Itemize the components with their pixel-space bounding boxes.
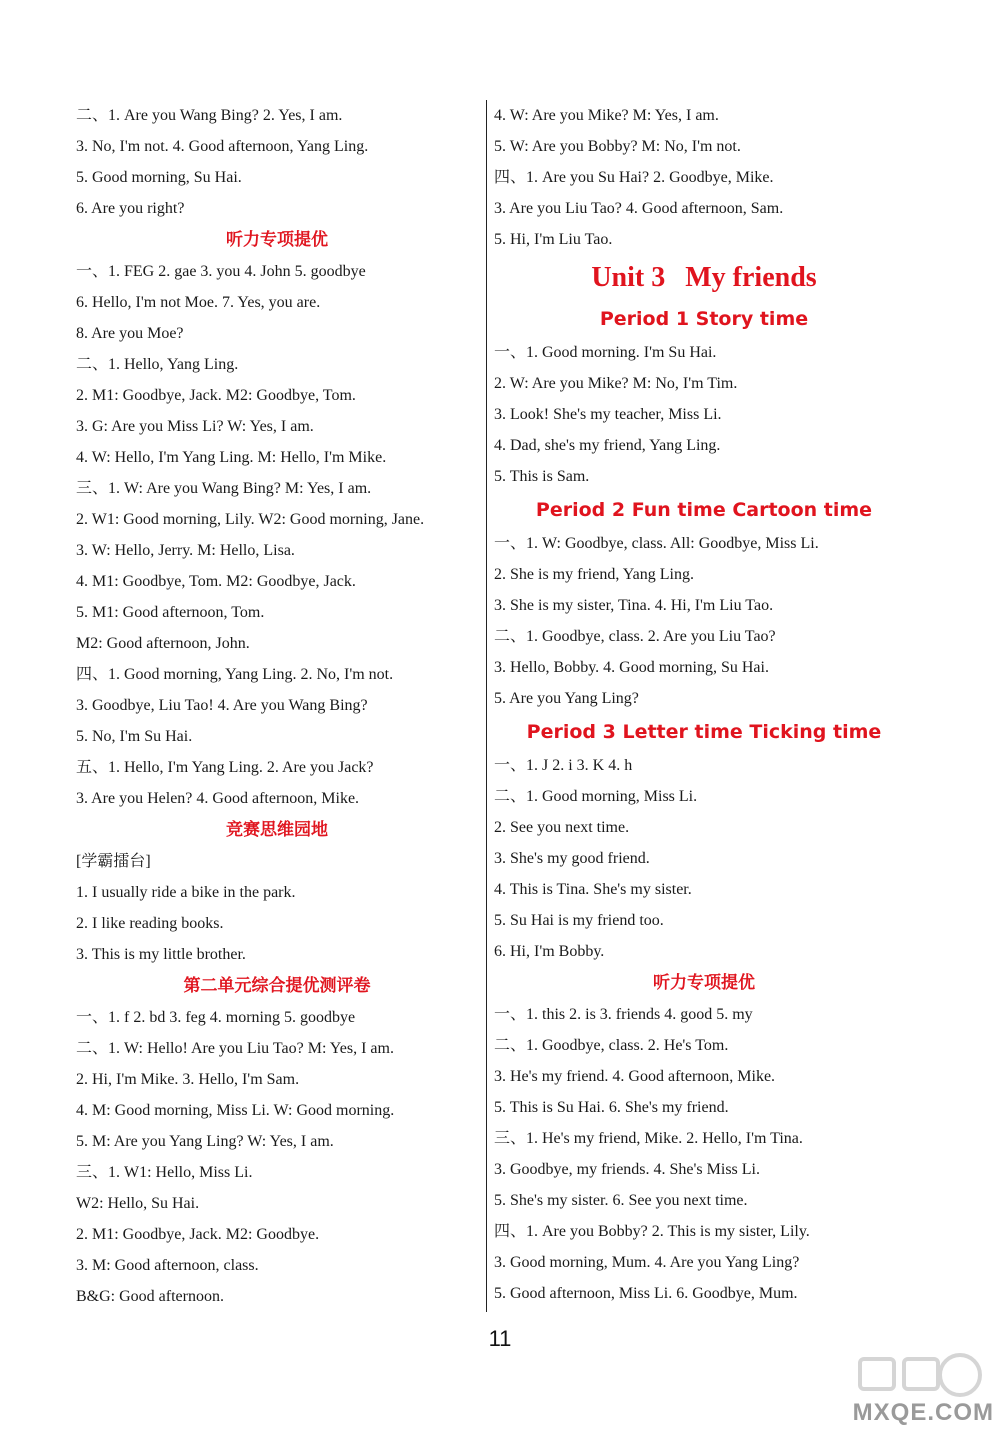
answer-line: 6. Hello, I'm not Moe. 7. Yes, you are. — [76, 294, 321, 311]
column-divider — [486, 100, 487, 1312]
period-heading: Period 3 Letter time Ticking time — [526, 721, 882, 743]
answer-line: 2. I like reading books. — [76, 915, 224, 932]
answer-line: 四、1. Good morning, Yang Ling. 2. No, I'm not. — [76, 666, 394, 683]
answer-line: 3. She's my good friend. — [494, 850, 650, 867]
answer-line: 二、1. Goodbye, class. 2. Are you Liu Tao? — [494, 628, 776, 645]
answer-line: 6. Are you right? — [76, 200, 185, 217]
answer-line: 3. He's my friend. 4. Good afternoon, Mike. — [494, 1068, 776, 1085]
answer-line: 2. W1: Good morning, Lily. W2: Good morning, Jane. — [76, 511, 425, 528]
answer-line: 5. No, I'm Su Hai. — [76, 728, 193, 745]
answer-line: B&G: Good afternoon. — [76, 1288, 224, 1305]
answer-line: 4. Dad, she's my friend, Yang Ling. — [494, 437, 721, 454]
answer-line: 三、1. W1: Hello, Miss Li. — [76, 1164, 253, 1181]
answer-line: 3. This is my little brother. — [76, 946, 246, 963]
answer-line: 四、1. Are you Bobby? 2. This is my sister, Lily. — [494, 1223, 810, 1240]
answer-line: 8. Are you Moe? — [76, 325, 184, 342]
section-heading: 听力专项提优 — [653, 973, 755, 993]
answer-line: 2. She is my friend, Yang Ling. — [494, 566, 694, 583]
answer-line: 5. This is Sam. — [494, 468, 590, 485]
unit-title: My friends — [685, 262, 817, 293]
unit-heading — [494, 255, 914, 301]
answer-line: 5. Good afternoon, Miss Li. 6. Goodbye, Mum. — [494, 1285, 798, 1302]
answer-line: 5. M: Are you Yang Ling? W: Yes, I am. — [76, 1133, 334, 1150]
answer-line: 3. W: Hello, Jerry. M: Hello, Lisa. — [76, 542, 295, 559]
answer-line: 5. Hi, I'm Liu Tao. — [494, 231, 613, 248]
answer-line: 三、1. W: Are you Wang Bing? M: Yes, I am. — [76, 480, 372, 497]
section-heading: 第二单元综合提优测评卷 — [183, 976, 371, 996]
answer-line: 五、1. Hello, I'm Yang Ling. 2. Are you Jack? — [76, 759, 374, 776]
answer-line: 3. Are you Helen? 4. Good afternoon, Mike. — [76, 790, 360, 807]
answer-line: 5. Good morning, Su Hai. — [76, 169, 242, 186]
period-heading: Period 2 Fun time Cartoon time — [535, 499, 873, 521]
answer-line: 4. M: Good morning, Miss Li. W: Good morning. — [76, 1102, 395, 1119]
right-column — [494, 100, 914, 1309]
answer-line: 5. M1: Good afternoon, Tom. — [76, 604, 265, 621]
answer-line: 2. W: Are you Mike? M: No, I'm Tim. — [494, 375, 738, 392]
answer-line: 4. W: Hello, I'm Yang Ling. M: Hello, I'm Mike. — [76, 449, 387, 466]
answer-line: 3. Look! She's my teacher, Miss Li. — [494, 406, 722, 423]
unit-number: Unit 3 — [591, 262, 666, 293]
answer-line: 5. Su Hai is my friend too. — [494, 912, 664, 929]
answer-line: 3. No, I'm not. 4. Good afternoon, Yang Ling. — [76, 138, 369, 155]
answer-line: 一、1. this 2. is 3. friends 4. good 5. my — [494, 1006, 753, 1023]
answer-line: 3. Are you Liu Tao? 4. Good afternoon, Sam. — [494, 200, 784, 217]
answer-line: 2. Hi, I'm Mike. 3. Hello, I'm Sam. — [76, 1071, 300, 1088]
answer-line: 一、1. f 2. bd 3. feg 4. morning 5. goodbye — [76, 1009, 356, 1026]
period-heading: Period 1 Story time — [599, 308, 809, 330]
section-heading: 听力专项提优 — [226, 230, 328, 250]
section-heading: 竞赛思维园地 — [226, 820, 328, 840]
answer-line: M2: Good afternoon, John. — [76, 635, 250, 652]
answer-line: 3. She is my sister, Tina. 4. Hi, I'm Liu Tao. — [494, 597, 774, 614]
answer-line: 5. Are you Yang Ling? — [494, 690, 639, 707]
answer-line: 5. This is Su Hai. 6. She's my friend. — [494, 1099, 729, 1116]
watermark-text: MXQE.COM — [852, 1399, 994, 1426]
answer-line: 4. M1: Goodbye, Tom. M2: Goodbye, Jack. — [76, 573, 356, 590]
answer-line: 一、1. W: Goodbye, class. All: Goodbye, Miss Li. — [494, 535, 819, 552]
answer-line: W2: Hello, Su Hai. — [76, 1195, 200, 1212]
answer-line: 3. Good morning, Mum. 4. Are you Yang Ling? — [494, 1254, 800, 1271]
answer-line: [学霸擂台] — [76, 853, 151, 870]
answer-line: 二、1. Are you Wang Bing? 2. Yes, I am. — [76, 107, 343, 124]
answer-line: 一、1. FEG 2. gae 3. you 4. John 5. goodbye — [76, 263, 366, 280]
answer-line: 3. Hello, Bobby. 4. Good morning, Su Hai. — [494, 659, 769, 676]
answer-line: 二、1. Goodbye, class. 2. He's Tom. — [494, 1037, 729, 1054]
answer-line: 2. M1: Goodbye, Jack. M2: Goodbye. — [76, 1226, 320, 1243]
answer-line: 1. I usually ride a bike in the park. — [76, 884, 296, 901]
answer-line: 二、1. W: Hello! Are you Liu Tao? M: Yes, I am. — [76, 1040, 394, 1057]
answer-line: 2. See you next time. — [494, 819, 630, 836]
answer-line: 4. W: Are you Mike? M: Yes, I am. — [494, 107, 719, 124]
answer-line: 2. M1: Goodbye, Jack. M2: Goodbye, Tom. — [76, 387, 356, 404]
answer-line: 3. M: Good afternoon, class. — [76, 1257, 259, 1274]
answer-line: 一、1. J 2. i 3. K 4. h — [494, 757, 633, 774]
answer-line: 二、1. Good morning, Miss Li. — [494, 788, 698, 805]
answer-line: 三、1. He's my friend, Mike. 2. Hello, I'm Tina. — [494, 1130, 803, 1147]
left-column — [76, 100, 478, 1312]
answer-line: 3. Goodbye, Liu Tao! 4. Are you Wang Bing? — [76, 697, 368, 714]
answer-line: 3. Goodbye, my friends. 4. She's Miss Li. — [494, 1161, 760, 1178]
answer-line: 一、1. Good morning. I'm Su Hai. — [494, 344, 717, 361]
answer-line: 6. Hi, I'm Bobby. — [494, 943, 605, 960]
answer-line: 5. W: Are you Bobby? M: No, I'm not. — [494, 138, 741, 155]
answer-line: 5. She's my sister. 6. See you next time. — [494, 1192, 748, 1209]
answer-line: 二、1. Hello, Yang Ling. — [76, 356, 239, 373]
answer-line: 4. This is Tina. She's my sister. — [494, 881, 692, 898]
answer-line: 四、1. Are you Su Hai? 2. Goodbye, Mike. — [494, 169, 774, 186]
answer-line: 3. G: Are you Miss Li? W: Yes, I am. — [76, 418, 314, 435]
page-number: 11 — [488, 1326, 512, 1351]
